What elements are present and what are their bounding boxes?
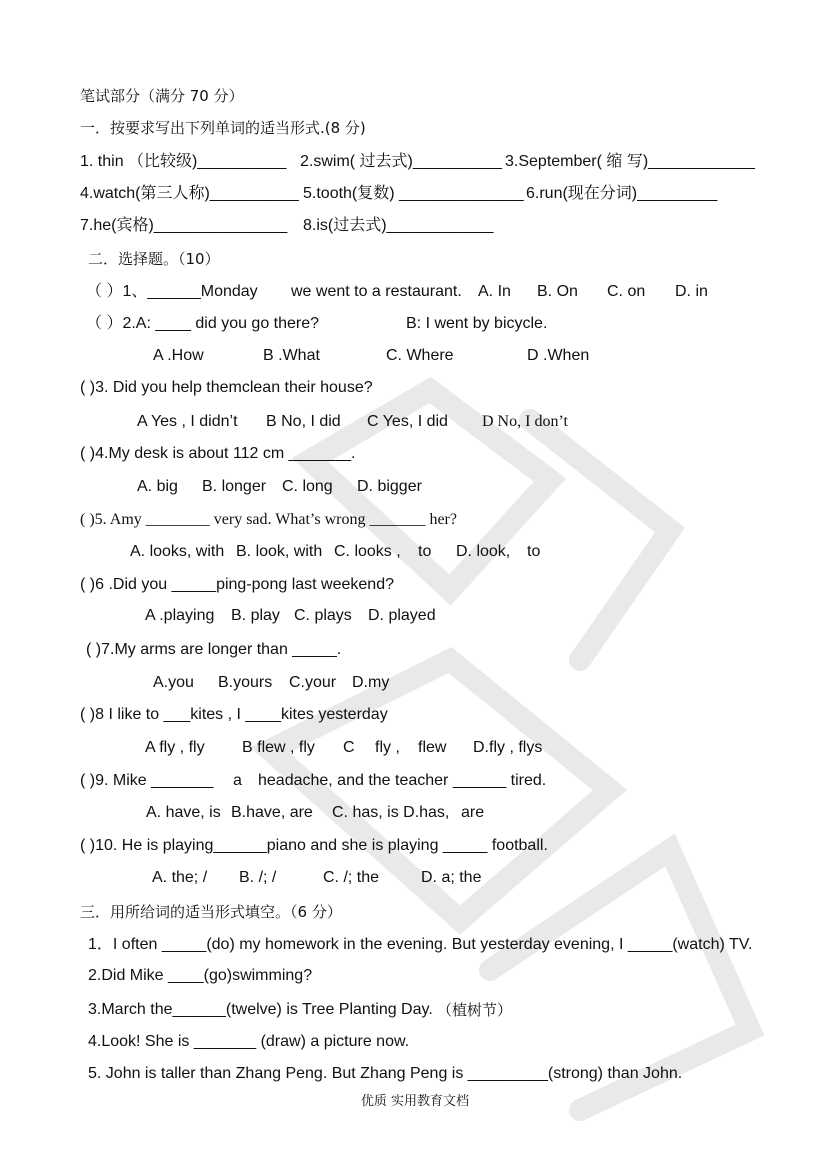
question-stem: we went to a restaurant. — [291, 283, 462, 300]
option-a: A fly , fly — [145, 739, 205, 756]
fill-in-item: 2.Did Mike ____(go)swimming? — [88, 967, 313, 984]
option-c: C.your — [289, 674, 337, 691]
option-d: D. in — [675, 283, 708, 300]
question-7: ( )7.My arms are longer than _____. — [86, 641, 342, 658]
option-a: A. In — [478, 283, 511, 300]
question-8: ( )8 I like to ___kites , I ____kites yesterday — [80, 706, 388, 723]
question-stem: a — [233, 772, 242, 789]
word-form-item: 7.he(宾格)_______________ — [80, 217, 288, 234]
option-a: A. have, is — [146, 804, 221, 821]
option-d-word: to — [527, 543, 541, 560]
option-d-word: are — [461, 804, 485, 821]
question-3: ( )3. Did you help themclean their house? — [80, 379, 373, 396]
fill-in-note: （植树节） — [437, 1001, 513, 1019]
question-stem: ( )9. Mike _______ — [80, 772, 214, 789]
option-c: C — [343, 739, 355, 756]
question-stem: （ ）1、______Monday — [86, 283, 258, 300]
option-d: D.fly , flys — [473, 739, 543, 756]
word-form-item: 5.tooth(复数) ______________ — [303, 185, 524, 202]
option-b: B .What — [263, 347, 320, 364]
option-b: B.have, are — [231, 804, 313, 821]
option-b: B. look, with — [236, 543, 323, 560]
option-b: B.yours — [218, 674, 273, 691]
option-b: B No, I did — [266, 413, 341, 430]
option-c: C. on — [607, 283, 646, 300]
option-d: D. look, — [456, 543, 511, 560]
option-c-word: to — [418, 543, 432, 560]
word-form-item: 3.September( 缩 写)____________ — [505, 153, 755, 170]
option-c: C. plays — [294, 607, 352, 624]
option-d: D No, I don’t — [482, 413, 568, 430]
option-c: C Yes, I did — [367, 413, 448, 430]
question-4: ( )4.My desk is about 112 cm _______. — [80, 445, 356, 462]
option-a: A.you — [153, 674, 194, 691]
option-b: B. play — [231, 607, 280, 624]
option-c: C. looks , — [334, 543, 401, 560]
question-stem: headache, and the teacher ______ tired. — [258, 772, 547, 789]
word-form-item: 4.watch(第三人称)__________ — [80, 185, 299, 202]
word-form-item: 8.is(过去式)____________ — [303, 217, 494, 234]
word-form-item: 1. thin （比较级)__________ — [80, 153, 287, 170]
word-form-item: 2.swim( 过去式)__________ — [300, 153, 502, 170]
option-d: D. bigger — [357, 478, 422, 495]
option-a: A Yes , I didn’t — [137, 413, 238, 430]
section-3-title: 三．用所给词的适当形式填空。（6 分） — [80, 903, 342, 921]
question-10: ( )10. He is playing______piano and she is playing _____ football. — [80, 837, 548, 854]
written-section-header: 笔试部分（满分 70 分） — [80, 87, 244, 105]
question-stem: B: I went by bicycle. — [406, 315, 548, 332]
option-c: C. long — [282, 478, 333, 495]
option-a: A .playing — [145, 607, 215, 624]
option-a: A .How — [153, 347, 204, 364]
option-c-word: fly , — [375, 739, 400, 756]
option-d: D.my — [352, 674, 390, 691]
question-stem: （ ）2.A: ____ did you go there? — [86, 315, 320, 332]
fill-in-item: 4.Look! She is _______ (draw) a picture now. — [88, 1033, 410, 1050]
option-d: D. played — [368, 607, 436, 624]
section-1-title: 一．按要求写出下列单词的适当形式.(8 分) — [80, 119, 366, 137]
word-form-item: 6.run(现在分词)_________ — [526, 185, 718, 202]
option-c-d: C. has, is D.has, — [332, 804, 450, 821]
section-2-title: 二．选择题。（10） — [88, 250, 220, 268]
question-6: ( )6 .Did you _____ping-pong last weekend? — [80, 576, 394, 593]
option-a: A. looks, with — [130, 543, 225, 560]
option-a: A. big — [137, 478, 178, 495]
option-b: B flew , fly — [242, 739, 315, 756]
fill-in-text: 3.March the______(twelve) is Tree Planting Day. — [88, 1001, 433, 1018]
option-d: D .When — [527, 347, 590, 364]
fill-in-item: 5. John is taller than Zhang Peng. But Zhang Peng is _________(strong) than John. — [88, 1065, 683, 1082]
option-b: B. On — [537, 283, 578, 300]
option-c: C. /; the — [323, 869, 380, 886]
option-c-word: flew — [418, 739, 447, 756]
option-c: C. Where — [386, 347, 454, 364]
fill-in-item: 1．I often _____(do) my homework in the evening. But yesterday evening, I _____(watch) TV. — [88, 936, 753, 953]
option-d: D. a; the — [421, 869, 482, 886]
page-footer: 优质 实用教育文档 — [360, 1094, 470, 1109]
option-b: B. longer — [202, 478, 267, 495]
option-b: B. /; / — [239, 869, 277, 886]
question-5: ( )5. Amy ________ very sad. What’s wrong _______ her? — [80, 511, 457, 528]
option-a: A. the; / — [152, 869, 208, 886]
